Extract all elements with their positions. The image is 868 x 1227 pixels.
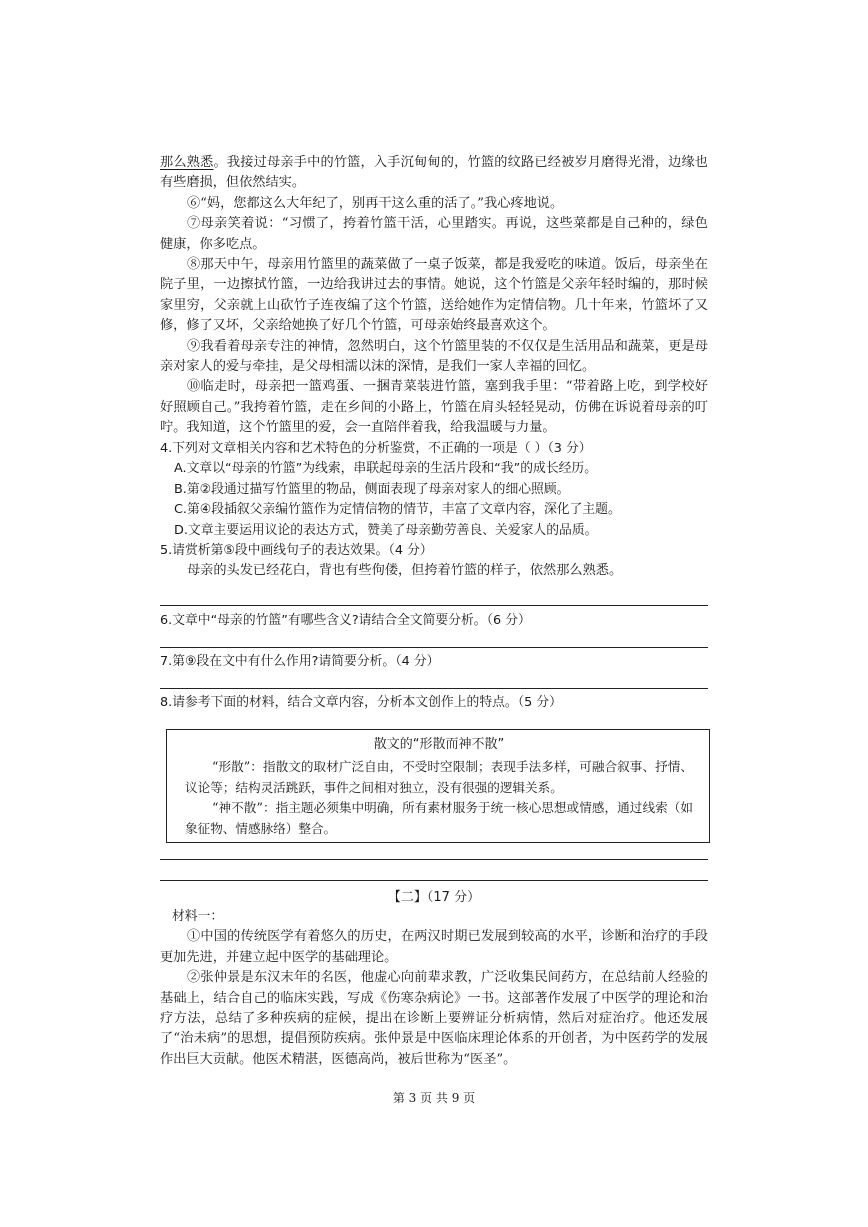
story-text [160, 153, 708, 439]
question-7: 7.第⑨段在文中有什么作用?请简要分析。（4 分） [160, 654, 440, 669]
question-5: 5.请赏析第⑤段中画线句子的表达效果。（4 分） [160, 543, 433, 559]
story-paragraph-5-end: 那么熟悉。我接过母亲手中的竹篮，入手沉甸甸的，竹篮的纹路已经被岁月磨得光滑，边缘也有些磨损，但依然结实。 [160, 155, 708, 191]
material-box-title: 散文的“形散而神不散” [373, 737, 505, 752]
section-2-material [160, 907, 708, 1070]
material-1-paragraph-1: ①中国的传统医学有着悠久的历史，在两汉时期已发展到较高的水平，诊断和治疗的手段更加先进，并建立起中医学的基础理论。 [160, 929, 708, 965]
section-2-heading: 【二】（17 分） [387, 890, 481, 905]
story-paragraph-10: ⑩临走时，母亲把一篮鸡蛋、一捆青菜装进竹篮，塞到我手里：“带着路上吃，到学校好好照顾自己。”我挎着竹篮，走在乡间的小路上，竹篮在肩头轻轻晃动，仿佛在诉说着母亲的叮咛。我知道，这个竹篮里的爱，会一直陪伴着我，给我温暖与力量。 [160, 379, 708, 436]
question-4: 4.下列对文章相关内容和艺术特色的分析鉴赏，不正确的一项是（ ）（3 分） [160, 441, 592, 456]
question-8: 8.请参考下面的材料，结合文章内容，分析本文创作上的特点。（5 分） [160, 695, 562, 710]
story-paragraph-9: ⑨我看着母亲专注的神情，忽然明白，这个竹篮里装的不仅仅是生活用品和蔬菜，更是母亲对家人的爱与牵挂，是父母相濡以沫的深情，是我们一家人幸福的回忆。 [160, 338, 708, 375]
story-paragraph-6: ⑥“妈，您都这么大年纪了，别再干这么重的活了。”我心疼地说。 [187, 195, 564, 211]
question-4-option-a: A.文章以“母亲的竹篮”为线索，串联起母亲的生活片段和“我”的成长经历。 [174, 461, 598, 477]
question-4-option-b: B.第②段通过描写竹篮里的物品，侧面表现了母亲对家人的细心照顾。 [174, 481, 570, 497]
question-8-block [160, 693, 708, 713]
question-4-option-d: D.文章主要运用议论的表达方式，赞美了母亲勤劳善良、关爱家人的品质。 [174, 522, 598, 538]
answer-line[interactable] [160, 859, 708, 860]
answer-line[interactable] [160, 688, 708, 689]
page-number: 第 3 页 共 9 页 [392, 1091, 476, 1105]
answer-line[interactable] [160, 605, 708, 606]
material-box-line-2: “神不散”：指主题必须集中明确，所有素材服务于统一核心思想或情感，通过线索（如象征物、情感脉络）整合。 [185, 800, 693, 836]
material-box-line-1: “形散”：指散文的取材广泛自由，不受时空限制；表现手法多样，可融合叙事、抒情、议论等；结构灵活跳跃，事件之间相对独立，没有很强的逻辑关系。 [185, 759, 693, 795]
material-box [166, 729, 710, 843]
question-6-block [160, 611, 708, 631]
material-1-paragraph-2: ②张仲景是东汉末年的名医，他虚心向前辈求教，广泛收集民间药方，在总结前人经验的基础上，结合自己的临床实践，写成《伤寒杂病论》一书。这部著作发展了中医学的理论和治疗方法，总结了多种疾病的症候，提出在诊断上要辨证分析病情，然后对症治疗。他还发展了“治未病”的思想，提倡预防疾病。张仲景是中医临床理论体系的开创者，为中医药学的发展作出巨大贡献。他医术精湛，医德高尚，被后世称为“医圣”。 [160, 970, 708, 1067]
section-divider [160, 880, 708, 881]
question-5-quote: 母亲的头发已经花白，背也有些佝偻，但挎着竹篮的样子，依然那么熟悉。 [187, 563, 623, 579]
material-1-label: 材料一： [172, 909, 224, 924]
story-paragraph-7: ⑦母亲笑着说：“习惯了，挎着竹篮干活，心里踏实。再说，这些菜都是自己种的，绿色健康，你多吃点。 [160, 216, 708, 252]
underlined-sentence-end: 那么熟悉 [160, 155, 214, 170]
question-7-block [160, 652, 708, 672]
question-6: 6.文章中“母亲的竹篮”有哪些含义?请结合全文简要分析。（6 分） [160, 613, 531, 628]
answer-line[interactable] [160, 647, 708, 648]
question-4-option-c: C.第④段插叙父亲编竹篮作为定情信物的情节，丰富了文章内容，深化了主题。 [174, 502, 621, 518]
story-paragraph-8: ⑧那天中午，母亲用竹篮里的蔬菜做了一桌子饭菜，都是我爱吃的味道。饭后，母亲坐在院子里，一边擦拭竹篮，一边给我讲过去的事情。她说，这个竹篮是父亲年轻时编的，那时候家里穷，父亲就上山砍竹子连夜编了这个竹篮，送给她作为定情信物。几十年来，竹篮坏了又修，修了又坏，父亲给她换了好几个竹篮，可母亲始终最喜欢这个。 [160, 257, 708, 334]
questions-block [160, 439, 708, 582]
